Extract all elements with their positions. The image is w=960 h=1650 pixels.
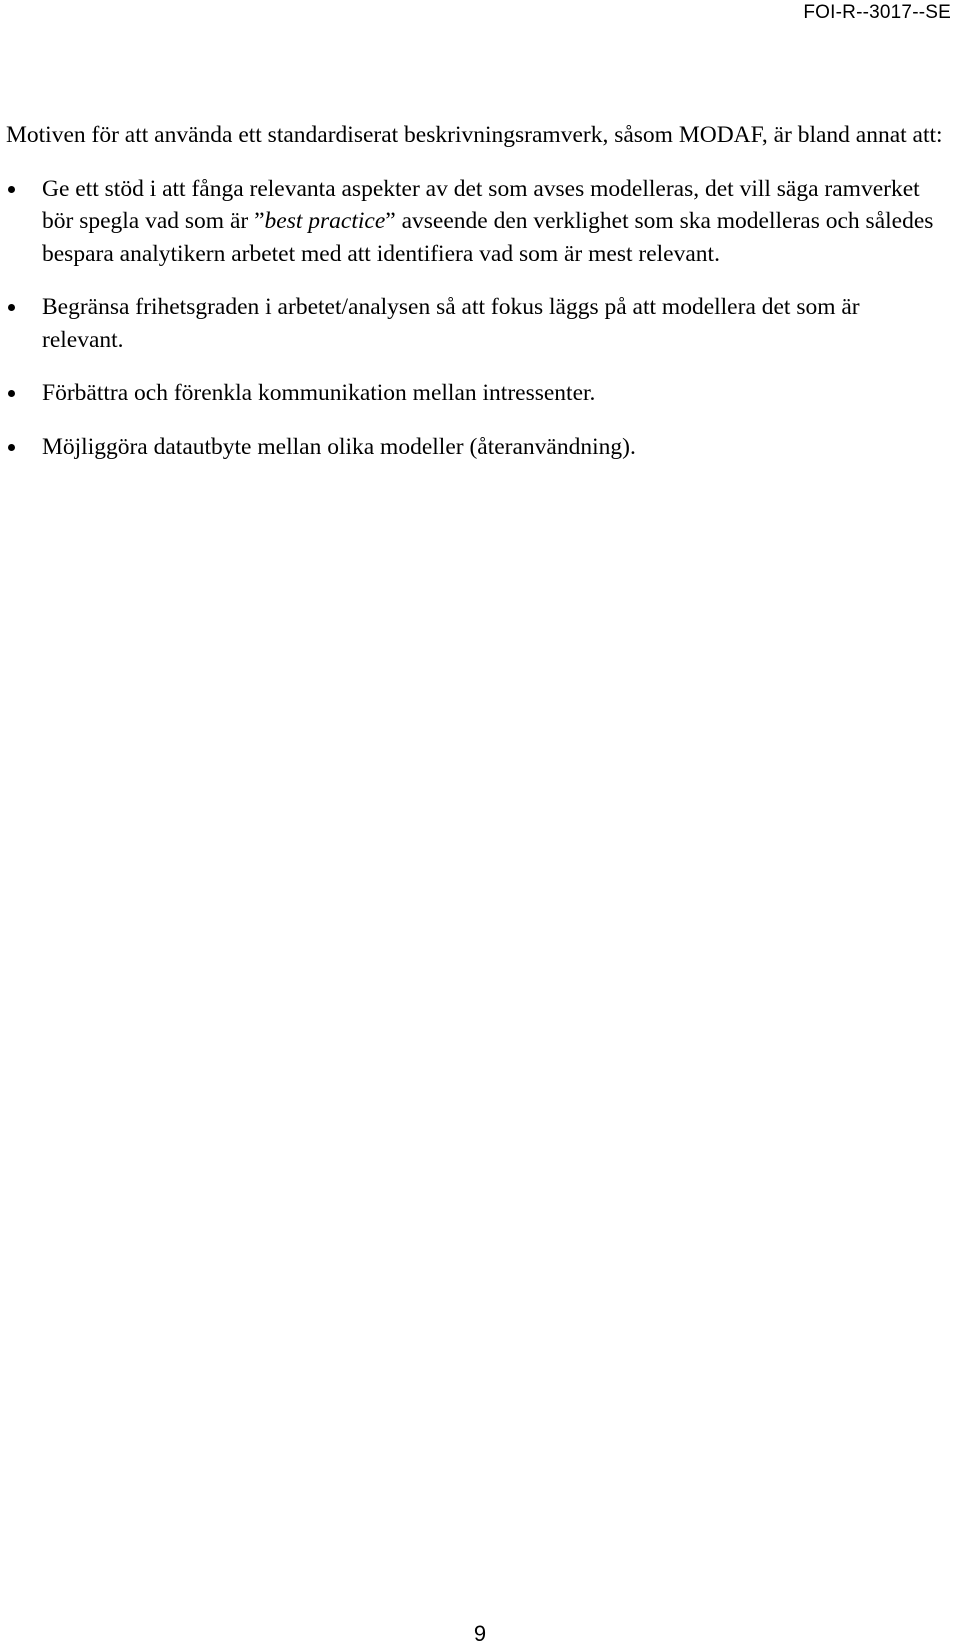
bullet-text-end: ” avseende den verklighet som ska modelleras och således bespara analytikern arbetet med att identifiera vad som är mest relevant. xyxy=(42,208,934,267)
bullet-text: Möjliggöra datautbyte mellan olika modeller (återanvändning). xyxy=(42,433,636,460)
document-id: FOI-R--3017--SE xyxy=(803,2,951,23)
list-item xyxy=(6,291,946,356)
list-item xyxy=(6,377,946,410)
bullet-emphasis: best practice xyxy=(264,208,386,234)
bullet-text-start: Ge ett stöd i att fånga relevanta aspekter av det som avses modelleras, det vill säga ramverket bör spegla vad som är ” xyxy=(42,175,920,234)
bullet-text: Förbättra och förenkla kommunikation mellan intressenter. xyxy=(42,380,596,406)
bullet-list xyxy=(6,173,946,464)
list-item xyxy=(6,173,946,271)
bullet-icon xyxy=(8,304,15,311)
bullet-icon xyxy=(8,390,15,397)
page-number: 9 xyxy=(473,1621,487,1646)
intro-paragraph: Motiven för att använda ett standardiserat beskrivningsramverk, såsom MODAF, är bland annat att: xyxy=(6,122,943,148)
bullet-icon xyxy=(8,186,15,193)
bullet-icon xyxy=(8,444,15,451)
bullet-text: Begränsa frihetsgraden i arbetet/analysen så att fokus läggs på att modellera det som är relevant. xyxy=(42,294,860,353)
list-item xyxy=(6,431,946,464)
page-body xyxy=(6,119,946,484)
